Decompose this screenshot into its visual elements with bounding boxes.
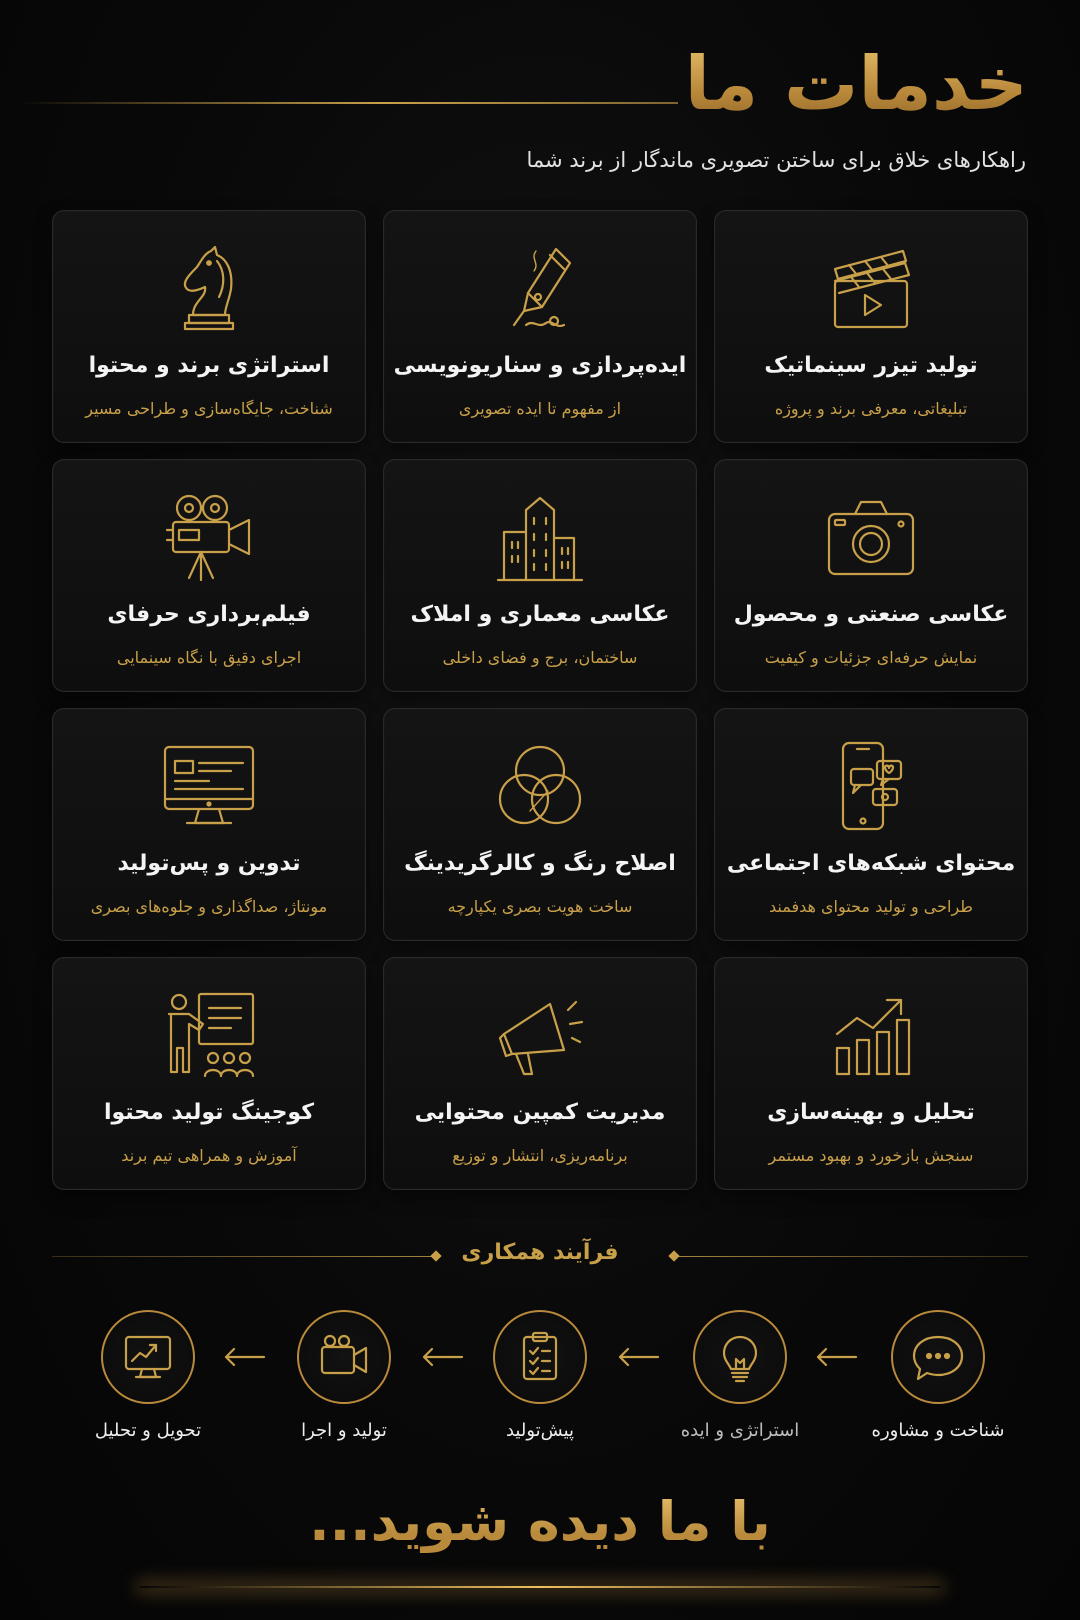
- service-title: اصلاح رنگ و کالرگریدینگ: [404, 851, 676, 876]
- service-desc: آموزش و همراهی تیم برند: [121, 1146, 297, 1165]
- service-desc: اجرای دقیق با نگاه سینمایی: [116, 648, 302, 667]
- step-label: استراتژی و ایده: [680, 1420, 800, 1441]
- header: [0, 40, 1080, 180]
- process-step: [274, 1310, 414, 1441]
- service-title: تدوین و پس‌تولید: [117, 851, 301, 876]
- video-camera-icon: [297, 1310, 391, 1404]
- service-card[interactable]: [714, 459, 1028, 692]
- service-card[interactable]: [383, 957, 697, 1190]
- service-title: فیلم‌برداری حرفای: [107, 602, 311, 627]
- fountain-pen-icon: [384, 241, 696, 337]
- service-card[interactable]: [714, 957, 1028, 1190]
- step-label: شناخت و مشاوره: [871, 1420, 1005, 1441]
- service-desc: از مفهوم تا ایده تصویری: [458, 399, 622, 418]
- step-label: تولید و اجرا: [301, 1420, 387, 1441]
- chat-bubble-icon: [891, 1310, 985, 1404]
- service-desc: برنامه‌ریزی، انتشار و توزیع: [452, 1146, 628, 1165]
- service-title: محتوای شبکه‌های اجتماعی: [726, 851, 1016, 876]
- service-card[interactable]: [52, 708, 366, 941]
- service-title: عکاسی معماری و املاک: [410, 602, 670, 627]
- service-desc: نمایش حرفه‌ای جزئیات و کیفیت: [764, 648, 978, 667]
- service-title: عکاسی صنعتی و محصول: [733, 602, 1009, 627]
- film-camera-icon: [53, 490, 365, 586]
- service-desc: مونتاژ، صداگذاری و جلوه‌های بصری: [90, 897, 328, 916]
- process-step: [670, 1310, 810, 1441]
- service-title: تولید تیزر سینماتیک: [764, 353, 978, 378]
- arrow-left-icon: [220, 1342, 270, 1372]
- presentation-icon: [53, 988, 365, 1084]
- process-steps: [0, 1310, 1080, 1460]
- clipboard-checklist-icon: [493, 1310, 587, 1404]
- service-card[interactable]: [52, 210, 366, 443]
- process-title: فرآیند همکاری: [461, 1240, 619, 1265]
- arrow-left-icon: [614, 1342, 664, 1372]
- chess-knight-icon: [53, 241, 365, 337]
- step-label: پیش‌تولید: [505, 1420, 575, 1441]
- megaphone-icon: [384, 988, 696, 1084]
- service-card[interactable]: [52, 957, 366, 1190]
- process-step: [78, 1310, 218, 1441]
- process-step: [470, 1310, 610, 1441]
- service-desc: شناخت، جایگاه‌سازی و طراحی مسیر: [85, 399, 333, 418]
- service-desc: تبلیغاتی، معرفی برند و پروژه: [774, 399, 968, 418]
- lightbulb-icon: [693, 1310, 787, 1404]
- service-card[interactable]: [383, 708, 697, 941]
- arrow-left-icon: [418, 1342, 468, 1372]
- service-title: مدیریت کمپین محتوایی: [414, 1100, 666, 1125]
- growth-chart-icon: [715, 988, 1027, 1084]
- footer-glow-line: [140, 1586, 940, 1588]
- process-header: [52, 1236, 1028, 1276]
- title-divider: [18, 102, 678, 104]
- service-desc: طراحی و تولید محتوای هدفمند: [768, 897, 974, 916]
- analytics-screen-icon: [101, 1310, 195, 1404]
- service-card[interactable]: [52, 459, 366, 692]
- social-phone-icon: [715, 739, 1027, 835]
- service-title: تحلیل و بهینه‌سازی: [767, 1100, 975, 1125]
- page-title: خدمات ما: [684, 41, 1028, 127]
- service-card[interactable]: [383, 459, 697, 692]
- buildings-icon: [384, 490, 696, 586]
- service-card[interactable]: [714, 210, 1028, 443]
- arrow-left-icon: [812, 1342, 862, 1372]
- service-title: استراتژی برند و محتوا: [88, 353, 330, 378]
- color-circles-icon: [384, 739, 696, 835]
- services-grid: [52, 210, 1028, 1190]
- service-title: کوجینگ تولید محتوا: [103, 1100, 315, 1125]
- step-label: تحویل و تحلیل: [94, 1420, 202, 1441]
- service-title: ایده‌پردازی و سناریونویسی: [393, 353, 687, 378]
- monitor-editing-icon: [53, 739, 365, 835]
- service-card[interactable]: [714, 708, 1028, 941]
- page-subtitle: راهکارهای خلاق برای ساختن تصویری ماندگار از برند شما: [526, 148, 1026, 172]
- camera-icon: [715, 490, 1027, 586]
- service-desc: ساختمان، برج و فضای داخلی: [442, 648, 638, 667]
- service-desc: ساخت هویت بصری یکپارچه: [447, 897, 633, 916]
- clapperboard-icon: [715, 241, 1027, 337]
- process-step: [868, 1310, 1008, 1441]
- footer-tagline: با ما دیده شوید...: [0, 1490, 1080, 1553]
- service-desc: سنجش بازخورد و بهبود مستمر: [768, 1146, 974, 1165]
- service-card[interactable]: [383, 210, 697, 443]
